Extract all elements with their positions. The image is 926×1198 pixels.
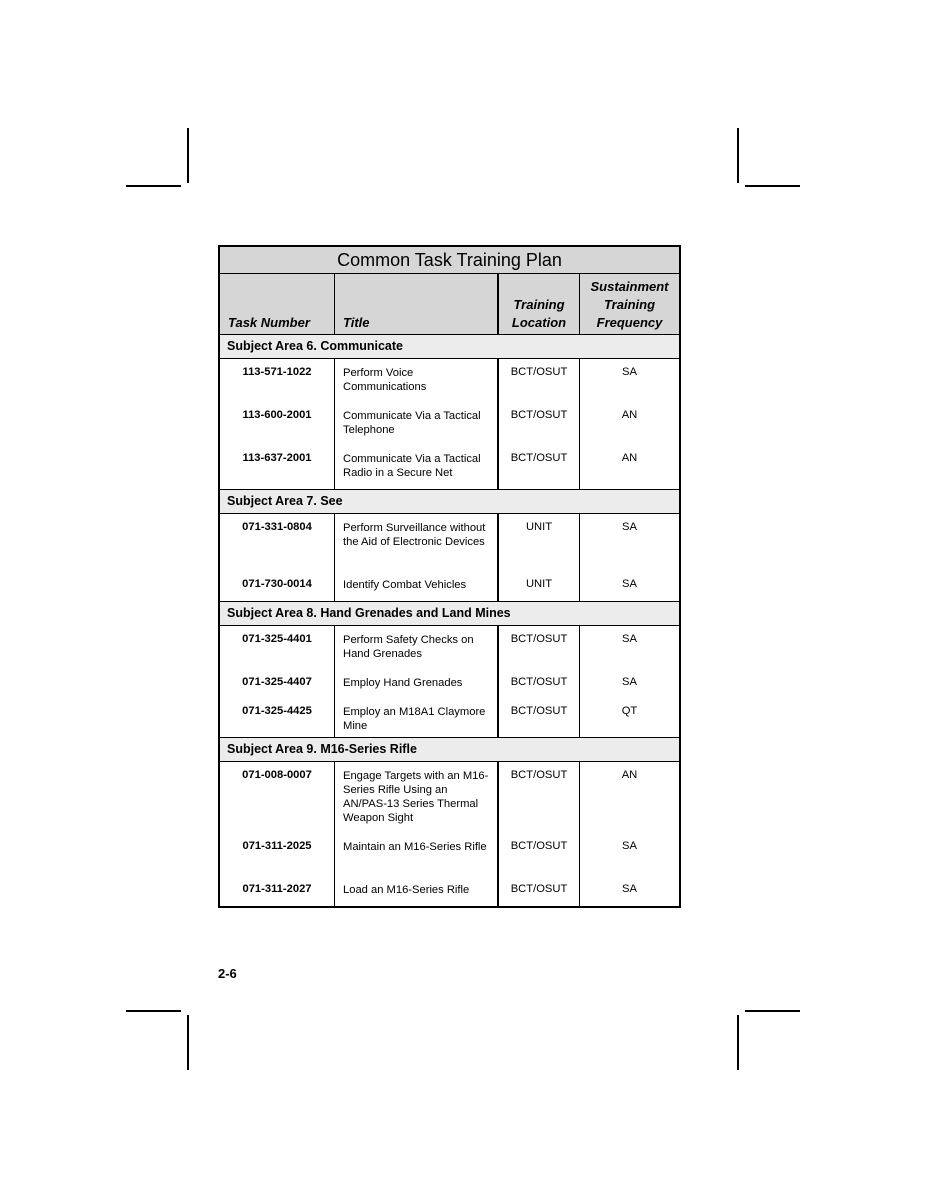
training-frequency-cell: SA [622, 840, 637, 852]
crop-mark-top-right-v [737, 128, 739, 183]
header-sustainment-frequency: Sustainment Training Frequency [590, 279, 669, 330]
task-title-cell: Employ Hand Grenades [343, 677, 463, 689]
task-number-cell: 113-637-2001 [242, 452, 312, 464]
training-frequency-cell: AN [621, 409, 638, 421]
training-frequency-cell: SA [622, 521, 637, 533]
header-task-number: Task Number [220, 274, 335, 334]
table-header-row [220, 274, 679, 335]
task-number-cell: 071-008-0007 [242, 769, 312, 781]
task-number-cell: 071-331-0804 [242, 521, 312, 533]
training-frequency-cell: SA [622, 578, 637, 590]
task-title-cell: Communicate Via a Tactical Radio in a Secure Net [343, 453, 481, 479]
crop-mark-top-left-v [187, 128, 189, 183]
task-title-cell: Communicate Via a Tactical Telephone [343, 410, 481, 436]
subject-area-heading: Subject Area 7. See [220, 490, 679, 514]
training-location-cell: BCT/OSUT [510, 452, 568, 464]
training-frequency-cell: SA [622, 883, 637, 895]
task-number-cell: 071-730-0014 [242, 578, 312, 590]
subject-area-rows [220, 359, 679, 490]
training-location-cell: BCT/OSUT [510, 883, 568, 895]
subject-area-rows [220, 514, 679, 602]
page-number: 2-6 [218, 966, 237, 981]
task-number-cell: 071-325-4425 [242, 705, 312, 717]
training-frequency-cell: QT [621, 705, 638, 717]
table-title: Common Task Training Plan [220, 247, 679, 274]
crop-mark-bottom-right-v [737, 1015, 739, 1070]
training-location-cell: BCT/OSUT [510, 769, 568, 781]
header-title: Title [335, 274, 499, 334]
training-frequency-cell: AN [621, 769, 638, 781]
training-location-cell: BCT/OSUT [510, 676, 568, 688]
task-number-cell: 113-600-2001 [242, 409, 312, 421]
crop-mark-bottom-left-h [126, 1010, 181, 1012]
crop-mark-bottom-right-h [745, 1010, 800, 1012]
task-title-cell: Perform Safety Checks on Hand Grenades [343, 634, 474, 660]
subject-area-rows [220, 626, 679, 738]
training-location-cell: BCT/OSUT [510, 366, 568, 378]
training-location-cell: UNIT [525, 521, 553, 533]
training-location-cell: BCT/OSUT [510, 840, 568, 852]
task-title-cell: Identify Combat Vehicles [343, 579, 467, 591]
task-number-cell: 071-325-4407 [242, 676, 312, 688]
task-title-cell: Perform Surveillance without the Aid of Electronic Devices [343, 522, 486, 548]
task-title-cell: Engage Targets with an M16-Series Rifle Using an AN/PAS-13 Series Thermal Weapon Sight [343, 770, 489, 824]
training-location-cell: UNIT [525, 578, 553, 590]
training-location-cell: BCT/OSUT [510, 705, 568, 717]
subject-area-heading: Subject Area 9. M16-Series Rifle [220, 738, 679, 762]
table-body [220, 335, 679, 906]
training-plan-table [218, 245, 681, 908]
task-number-cell: 113-571-1022 [242, 366, 312, 378]
training-frequency-cell: SA [622, 366, 637, 378]
training-frequency-cell: AN [621, 452, 638, 464]
task-title-cell: Maintain an M16-Series Rifle [343, 841, 487, 853]
task-number-cell: 071-311-2027 [242, 883, 312, 895]
header-training-location: Training Location [499, 274, 580, 334]
crop-mark-top-left-h [126, 185, 181, 187]
crop-mark-top-right-h [745, 185, 800, 187]
training-location-cell: BCT/OSUT [510, 409, 568, 421]
crop-mark-bottom-left-v [187, 1015, 189, 1070]
subject-area-heading: Subject Area 6. Communicate [220, 335, 679, 359]
subject-area-heading: Subject Area 8. Hand Grenades and Land Mines [220, 602, 679, 626]
task-number-cell: 071-311-2025 [242, 840, 312, 852]
training-location-cell: BCT/OSUT [510, 633, 568, 645]
training-frequency-cell: SA [622, 633, 637, 645]
subject-area-rows [220, 762, 679, 906]
task-title-cell: Load an M16-Series Rifle [343, 884, 470, 896]
task-title-cell: Employ an M18A1 Claymore Mine [343, 706, 486, 732]
task-title-cell: Perform Voice Communications [343, 367, 427, 393]
training-frequency-cell: SA [622, 676, 637, 688]
task-number-cell: 071-325-4401 [242, 633, 312, 645]
